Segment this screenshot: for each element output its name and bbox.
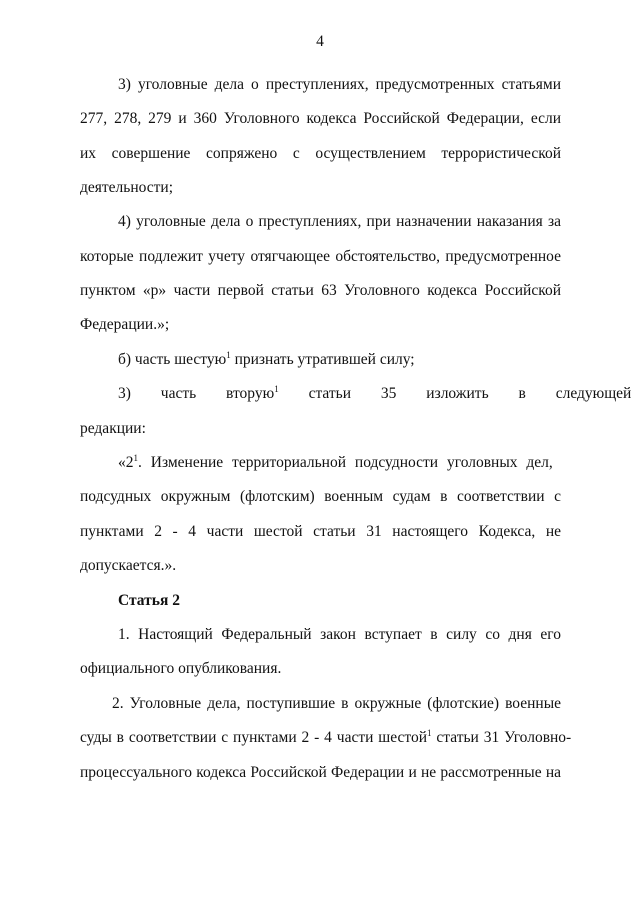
text-line: Федерации.»;	[80, 316, 170, 333]
page-number: 4	[316, 33, 324, 50]
text-fragment: «2	[118, 454, 134, 471]
superscript: 1	[427, 728, 432, 738]
text-line: пунктом «р» части первой статьи 63 Уголовного кодекса Российской	[80, 282, 561, 299]
text-line: 4) уголовные дела о преступлениях, при назначении наказания за	[118, 213, 561, 230]
text-fragment: суды в соответствии с пунктами 2 - 4 части шестой	[80, 729, 427, 746]
text-line: 2. Уголовные дела, поступившие в окружные (флотские) военные	[112, 695, 561, 712]
article-heading: Статья 2	[118, 592, 180, 609]
superscript: 1	[274, 384, 279, 394]
text-line: деятельности;	[80, 179, 174, 196]
text-line: допускается.».	[80, 557, 177, 574]
text-line: их совершение сопряжено с осуществлением террористической	[80, 145, 561, 162]
text-line: 1. Настоящий Федеральный закон вступает в силу со дня его	[118, 626, 561, 643]
text-fragment: статьи 35 изложить в следующей	[278, 385, 632, 402]
text-line	[118, 350, 561, 370]
superscript: 1	[226, 350, 231, 360]
text-line	[118, 453, 561, 473]
text-line: официального опубликования.	[80, 660, 282, 677]
text-fragment: 3) часть вторую	[118, 385, 275, 402]
text-fragment: признать утратившей силу;	[230, 351, 415, 368]
text-fragment: статьи 31 Уголовно-	[431, 729, 572, 746]
text-line: 277, 278, 279 и 360 Уголовного кодекса Российской Федерации, если	[80, 110, 561, 127]
text-line: процессуального кодекса Российской Федерации и не рассмотренные на	[80, 764, 561, 781]
text-line: пунктами 2 - 4 части шестой статьи 31 настоящего Кодекса, не	[80, 523, 561, 540]
text-line	[118, 384, 632, 404]
text-fragment: б) часть шестую	[118, 351, 227, 368]
text-line: подсудных окружным (флотским) военным судам в соответствии с	[80, 488, 561, 505]
superscript: 1	[133, 453, 138, 463]
text-fragment: . Изменение территориальной подсудности уголовных дел,	[138, 454, 553, 471]
text-line	[80, 728, 572, 748]
text-line: редакции:	[80, 420, 146, 437]
text-line: которые подлежит учету отягчающее обстоятельство, предусмотренное	[80, 248, 561, 265]
text-line: 3) уголовные дела о преступлениях, предусмотренных статьями	[118, 76, 561, 93]
